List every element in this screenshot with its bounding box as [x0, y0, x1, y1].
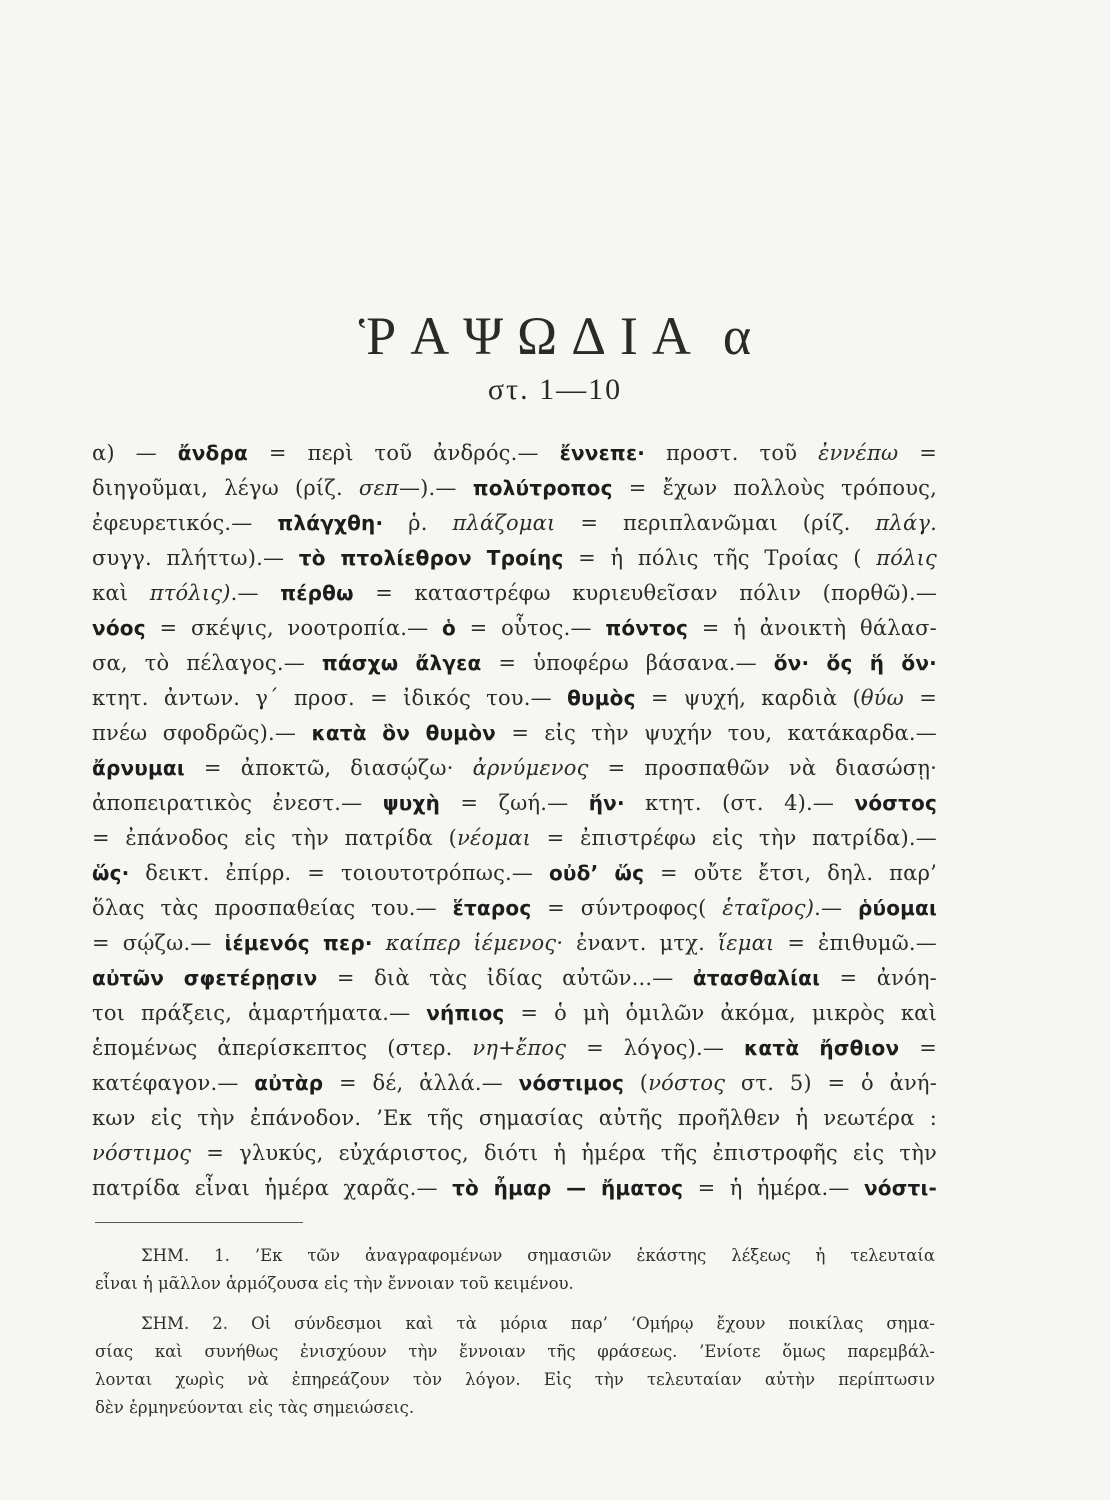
glossary-line	[92, 1136, 937, 1171]
gloss-text: συγγ. πλήττω).—	[92, 546, 299, 570]
gloss-text: = οὔτε ἔτσι, δηλ. παρ’	[644, 861, 937, 885]
headword: νήπιος	[426, 1001, 505, 1025]
gloss-text: =	[903, 686, 937, 710]
headword: ἱέμενός περ·	[224, 931, 373, 955]
headword: πέρθω	[280, 581, 354, 605]
gloss-text: = οὗτος.—	[455, 616, 606, 640]
italic-term: νόστος	[648, 1071, 726, 1095]
gloss-text: = ψυχή, καρδιὰ (	[635, 686, 861, 710]
verse-range: στ. 1—10	[487, 373, 623, 406]
gloss-text: ὅλας τὰς προσπαθείας του.—	[92, 896, 453, 920]
glossary-line	[92, 611, 937, 646]
gloss-text: .—	[814, 896, 858, 920]
gloss-text: =	[898, 441, 937, 465]
gloss-text: ἐφευρετικός.—	[92, 511, 278, 535]
rhapsody-heading: ῬΑΨΩΔΙΑ	[358, 306, 705, 366]
italic-term: ἵεμαι	[717, 931, 775, 955]
headword: πάσχω ἄλγεα	[321, 651, 482, 675]
gloss-text: = ἀποκτῶ, διασῴζω·	[184, 756, 473, 780]
glossary-line	[92, 716, 937, 751]
gloss-text: = περιπλανῶμαι (ρίζ.	[555, 511, 876, 535]
italic-term: θύω	[860, 686, 904, 710]
headword: νόστιμος	[518, 1071, 625, 1095]
headword: θυμὸς	[567, 686, 636, 710]
glossary-line	[92, 541, 937, 576]
headword: πλάγχθη·	[277, 511, 384, 535]
gloss-text: = ἐπιθυμῶ.—	[774, 931, 937, 955]
gloss-text: =	[899, 1036, 937, 1060]
gloss-text: κατέφαγον.—	[92, 1071, 255, 1095]
glossary-line	[92, 576, 937, 611]
gloss-text: στ. 5) = ὁ ἀνή-	[725, 1071, 938, 1095]
footnote-divider	[95, 1222, 303, 1223]
headword: νόστι-	[863, 1176, 937, 1200]
italic-term: νέομαι	[457, 826, 532, 850]
headword: κατὰ ἤσθιον	[744, 1036, 900, 1060]
headword: ἕταρος	[452, 896, 532, 920]
glossary-line	[92, 471, 937, 506]
gloss-text: κτητ. (στ. 4).—	[624, 791, 855, 815]
gloss-text: = καταστρέφω κυριευθεῖσαν πόλιν (πορθῶ).—	[353, 581, 938, 605]
italic-term: ἐννέπω	[818, 441, 899, 465]
headword: νόος	[92, 616, 146, 640]
gloss-text: ῥ.	[383, 511, 453, 535]
footnote-line: ΣΗΜ. 1. ’Εκ τῶν ἀναγραφομένων σημασιῶν ἑκάστης λέξεως ἡ τελευταία	[141, 1246, 935, 1265]
footnote-line: σίας καὶ συνήθως ἐνισχύουν τὴν ἔννοιαν τῆς φράσεως. ’Ενίοτε ὅμως παρεμβάλ-	[95, 1342, 935, 1361]
gloss-text: δεικτ. ἐπίρρ. = τοιουτοτρόπως.—	[129, 861, 549, 885]
gloss-text: τοι πράξεις, ἁμαρτήματα.—	[92, 1001, 427, 1025]
headword: τὸ πτολίεθρον Τροίης	[298, 546, 564, 570]
headword: πόντος	[605, 616, 689, 640]
gloss-text: = ἡ πόλις τῆς Τροίας (	[563, 546, 877, 570]
gloss-text: = σκέψις, νοοτροπία.—	[145, 616, 442, 640]
gloss-text: = περὶ τοῦ ἀνδρός.—	[247, 441, 560, 465]
italic-term: πτόλις)	[149, 581, 231, 605]
gloss-text: = δέ, ἀλλά.—	[323, 1071, 519, 1095]
gloss-text: = γλυκύς, εὐχάριστος, διότι ἡ ἡμέρα τῆς ἐπιστροφῆς εἰς τὴν	[191, 1141, 937, 1165]
headword: οὐδ’ ὥς	[548, 861, 645, 885]
gloss-text: κτητ. ἀντων. γ΄ προσ. = ἰδικός του.—	[92, 686, 568, 710]
italic-term: νόστιμος	[92, 1141, 192, 1165]
gloss-text: = ἀνόη-	[820, 966, 937, 990]
glossary-line	[92, 996, 937, 1031]
glossary-text	[92, 436, 937, 1206]
italic-term: πλάζομαι	[452, 511, 556, 535]
gloss-text: (	[624, 1071, 649, 1095]
gloss-text: κων εἰς τὴν ἐπάνοδον. ’Εκ τῆς σημασίας αὐτῆς προῆλθεν ἡ νεωτέρα :	[92, 1106, 937, 1130]
italic-term: πλάγ.	[875, 511, 937, 535]
gloss-text: = ἡ ἡμέρα.—	[683, 1176, 864, 1200]
gloss-text: .—	[230, 581, 281, 605]
gloss-text: = ὁ μὴ ὁμιλῶν ἀκόμα, μικρὸς καὶ	[504, 1001, 937, 1025]
headword: πολύτροπος	[472, 476, 613, 500]
glossary-line	[92, 961, 937, 996]
italic-term: νη+ἔπος	[472, 1036, 567, 1060]
gloss-text: ἑπομένως ἀπερίσκεπτος (στερ.	[92, 1036, 473, 1060]
footnote-line: λονται χωρὶς νὰ ἐπηρεάζουν τὸν λόγον. Εἰς τὴν τελευταίαν αὐτὴν περίπτωσιν	[95, 1370, 935, 1389]
glossary-line	[92, 506, 937, 541]
gloss-text	[373, 931, 386, 955]
glossary-line	[92, 821, 937, 856]
glossary-line	[92, 891, 937, 926]
headword: ῥύομαι	[857, 896, 937, 920]
glossary-line	[92, 681, 937, 716]
gloss-text: = ὑποφέρω βάσανα.—	[481, 651, 774, 675]
gloss-text: α) —	[92, 441, 178, 465]
glossary-line	[92, 1066, 937, 1101]
book-letter: α	[722, 306, 752, 366]
chapter-title	[0, 305, 1110, 367]
footnotes	[95, 1238, 935, 1422]
gloss-text: προστ. τοῦ	[645, 441, 819, 465]
headword: ὁ	[442, 616, 456, 640]
gloss-text: = ζωή.—	[440, 791, 589, 815]
gloss-text: = ἐπάνοδος εἰς τὴν πατρίδα (	[92, 826, 458, 850]
gloss-text: = ἔχων πολλοὺς τρόπους,	[612, 476, 937, 500]
glossary-line	[92, 786, 937, 821]
headword: αὐτῶν σφετέρῃσιν	[92, 966, 318, 990]
headword: ἥν·	[588, 791, 625, 815]
glossary-line	[92, 1031, 937, 1066]
headword: ὅν· ὅς ἥ ὅν·	[773, 651, 937, 675]
glossary-line	[92, 1171, 937, 1206]
italic-term: ἑταῖρος)	[722, 896, 815, 920]
italic-term: σεπ	[358, 476, 399, 500]
headword: ἄνδρα	[177, 441, 248, 465]
headword: ἔννεπε·	[559, 441, 646, 465]
gloss-text: πνέω σφοδρῶς).—	[92, 721, 312, 745]
gloss-text: = προσπαθῶν νὰ διασώσῃ·	[588, 756, 937, 780]
gloss-text: σα, τὸ πέλαγος.—	[92, 651, 322, 675]
gloss-text: καὶ	[92, 581, 150, 605]
glossary-line	[92, 436, 937, 471]
gloss-text: = λόγος).—	[566, 1036, 744, 1060]
gloss-text: = σύντροφος(	[531, 896, 723, 920]
gloss-text: = διὰ τὰς ἰδίας αὐτῶν...—	[317, 966, 693, 990]
glossary-line	[92, 1101, 937, 1136]
footnote-line: ΣΗΜ. 2. Οἱ σύνδεσμοι καὶ τὰ μόρια παρ’ ‘Ομήρῳ ἔχουν ποικίλας σημα-	[141, 1314, 935, 1333]
italic-term: ἀρνύμενος	[472, 756, 589, 780]
footnote-line: δὲν ἑρμηνεύονται εἰς τὰς σημειώσεις.	[95, 1398, 415, 1417]
headword: αὐτὰρ	[254, 1071, 324, 1095]
gloss-text: = ἡ ἀνοικτὴ θάλασ-	[688, 616, 937, 640]
headword: τὸ ἦμαρ — ἤματος	[452, 1176, 684, 1200]
headword: κατὰ ὃν θυμὸν	[311, 721, 496, 745]
gloss-text: ἐναντ. μτχ.	[563, 931, 718, 955]
gloss-text: διηγοῦμαι, λέγω (ρίζ.	[92, 476, 359, 500]
gloss-text: = εἰς τὴν ψυχήν του, κατάκαρδα.—	[496, 721, 938, 745]
glossary-line	[92, 646, 937, 681]
headword: ἀτασθαλίαι	[692, 966, 821, 990]
italic-term: πόλις	[876, 546, 938, 570]
headword: ἄρνυμαι	[92, 756, 185, 780]
headword: νόστος	[854, 791, 937, 815]
glossary-line	[92, 926, 937, 961]
gloss-text: πατρίδα εἶναι ἡμέρα χαρᾶς.—	[92, 1176, 453, 1200]
gloss-text: ἀποπειρατικὸς ἐνεστ.—	[92, 791, 383, 815]
gloss-text: —).—	[398, 476, 473, 500]
headword: ὥς·	[92, 861, 130, 885]
glossary-line	[92, 751, 937, 786]
italic-term: καίπερ ἱέμενος·	[385, 931, 564, 955]
gloss-text: = σῴζω.—	[92, 931, 225, 955]
gloss-text: = ἐπιστρέφω εἰς τὴν πατρίδα).—	[531, 826, 937, 850]
headword: ψυχὴ	[382, 791, 441, 815]
glossary-line	[92, 856, 937, 891]
footnote-line: εἶναι ἡ μᾶλλον ἁρμόζουσα εἰς τὴν ἔννοιαν τοῦ κειμένου.	[95, 1274, 574, 1293]
